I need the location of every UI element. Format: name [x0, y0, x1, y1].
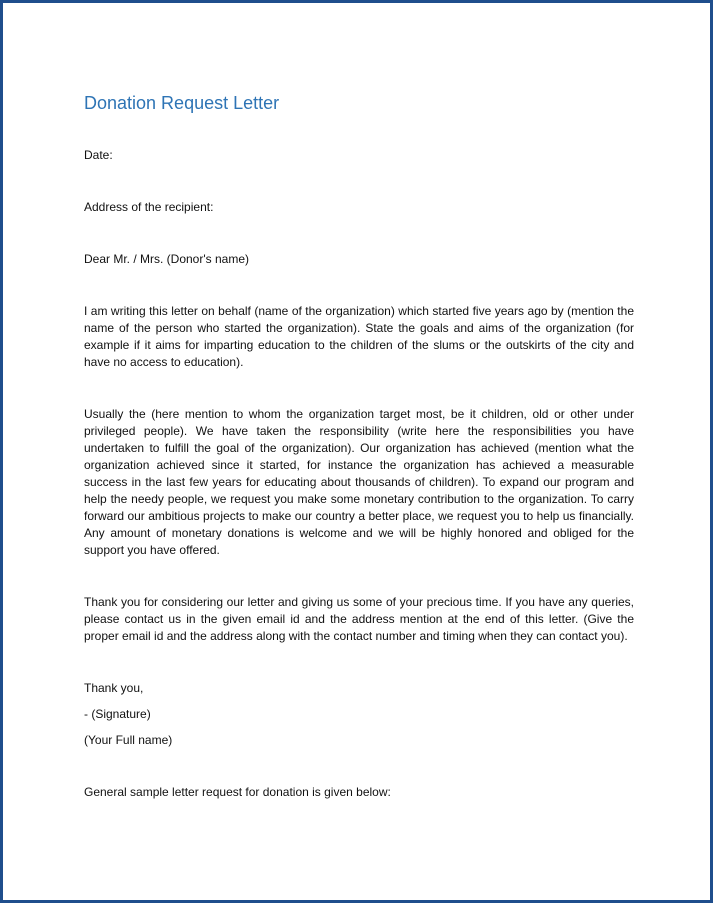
letter-content — [84, 92, 634, 801]
date-label: Date: — [84, 148, 113, 162]
salutation: Dear Mr. / Mrs. (Donor's name) — [84, 252, 249, 266]
body-paragraph-1: I am writing this letter on behalf (name of the organization) which started five years ago by (mention the name of the person who started the organization). State the goals and aims of the organization (for example if it aims for imparting education to the children of the slums or the outskirts of the city and have no access to education). — [84, 304, 634, 369]
recipient-address-label: Address of the recipient: — [84, 200, 214, 214]
signature-line: - (Signature) — [84, 707, 151, 721]
body-paragraph-3: Thank you for considering our letter and giving us some of your precious time. If you have any queries, please contact us in the given email id and the address mention at the end of this letter. (Give the proper email id and the address along with the contact number and timing when they can contact you). — [84, 595, 634, 643]
body-paragraph-2: Usually the (here mention to whom the organization target most, be it children, old or other under privileged people). We have taken the responsibility (write here the responsibilities you have undertaken to fulfill the goal of the organization). Our organization has achieved (mention what the organization achieved since it started, for instance the organization has achieved a measurable success in the last few years for educating about thousands of children). To expand our program and help the needy people, we request you make some monetary contribution to the organization. To carry forward our ambitious projects to make our country a better place, we request you to help us financially. Any amount of monetary donations is welcome and we will be highly honored and obliged for the support you have offered. — [84, 407, 634, 557]
footer-note: General sample letter request for donation is given below: — [84, 785, 391, 799]
closing: Thank you, — [84, 681, 144, 695]
document-title: Donation Request Letter — [84, 93, 280, 113]
full-name-line: (Your Full name) — [84, 733, 173, 747]
